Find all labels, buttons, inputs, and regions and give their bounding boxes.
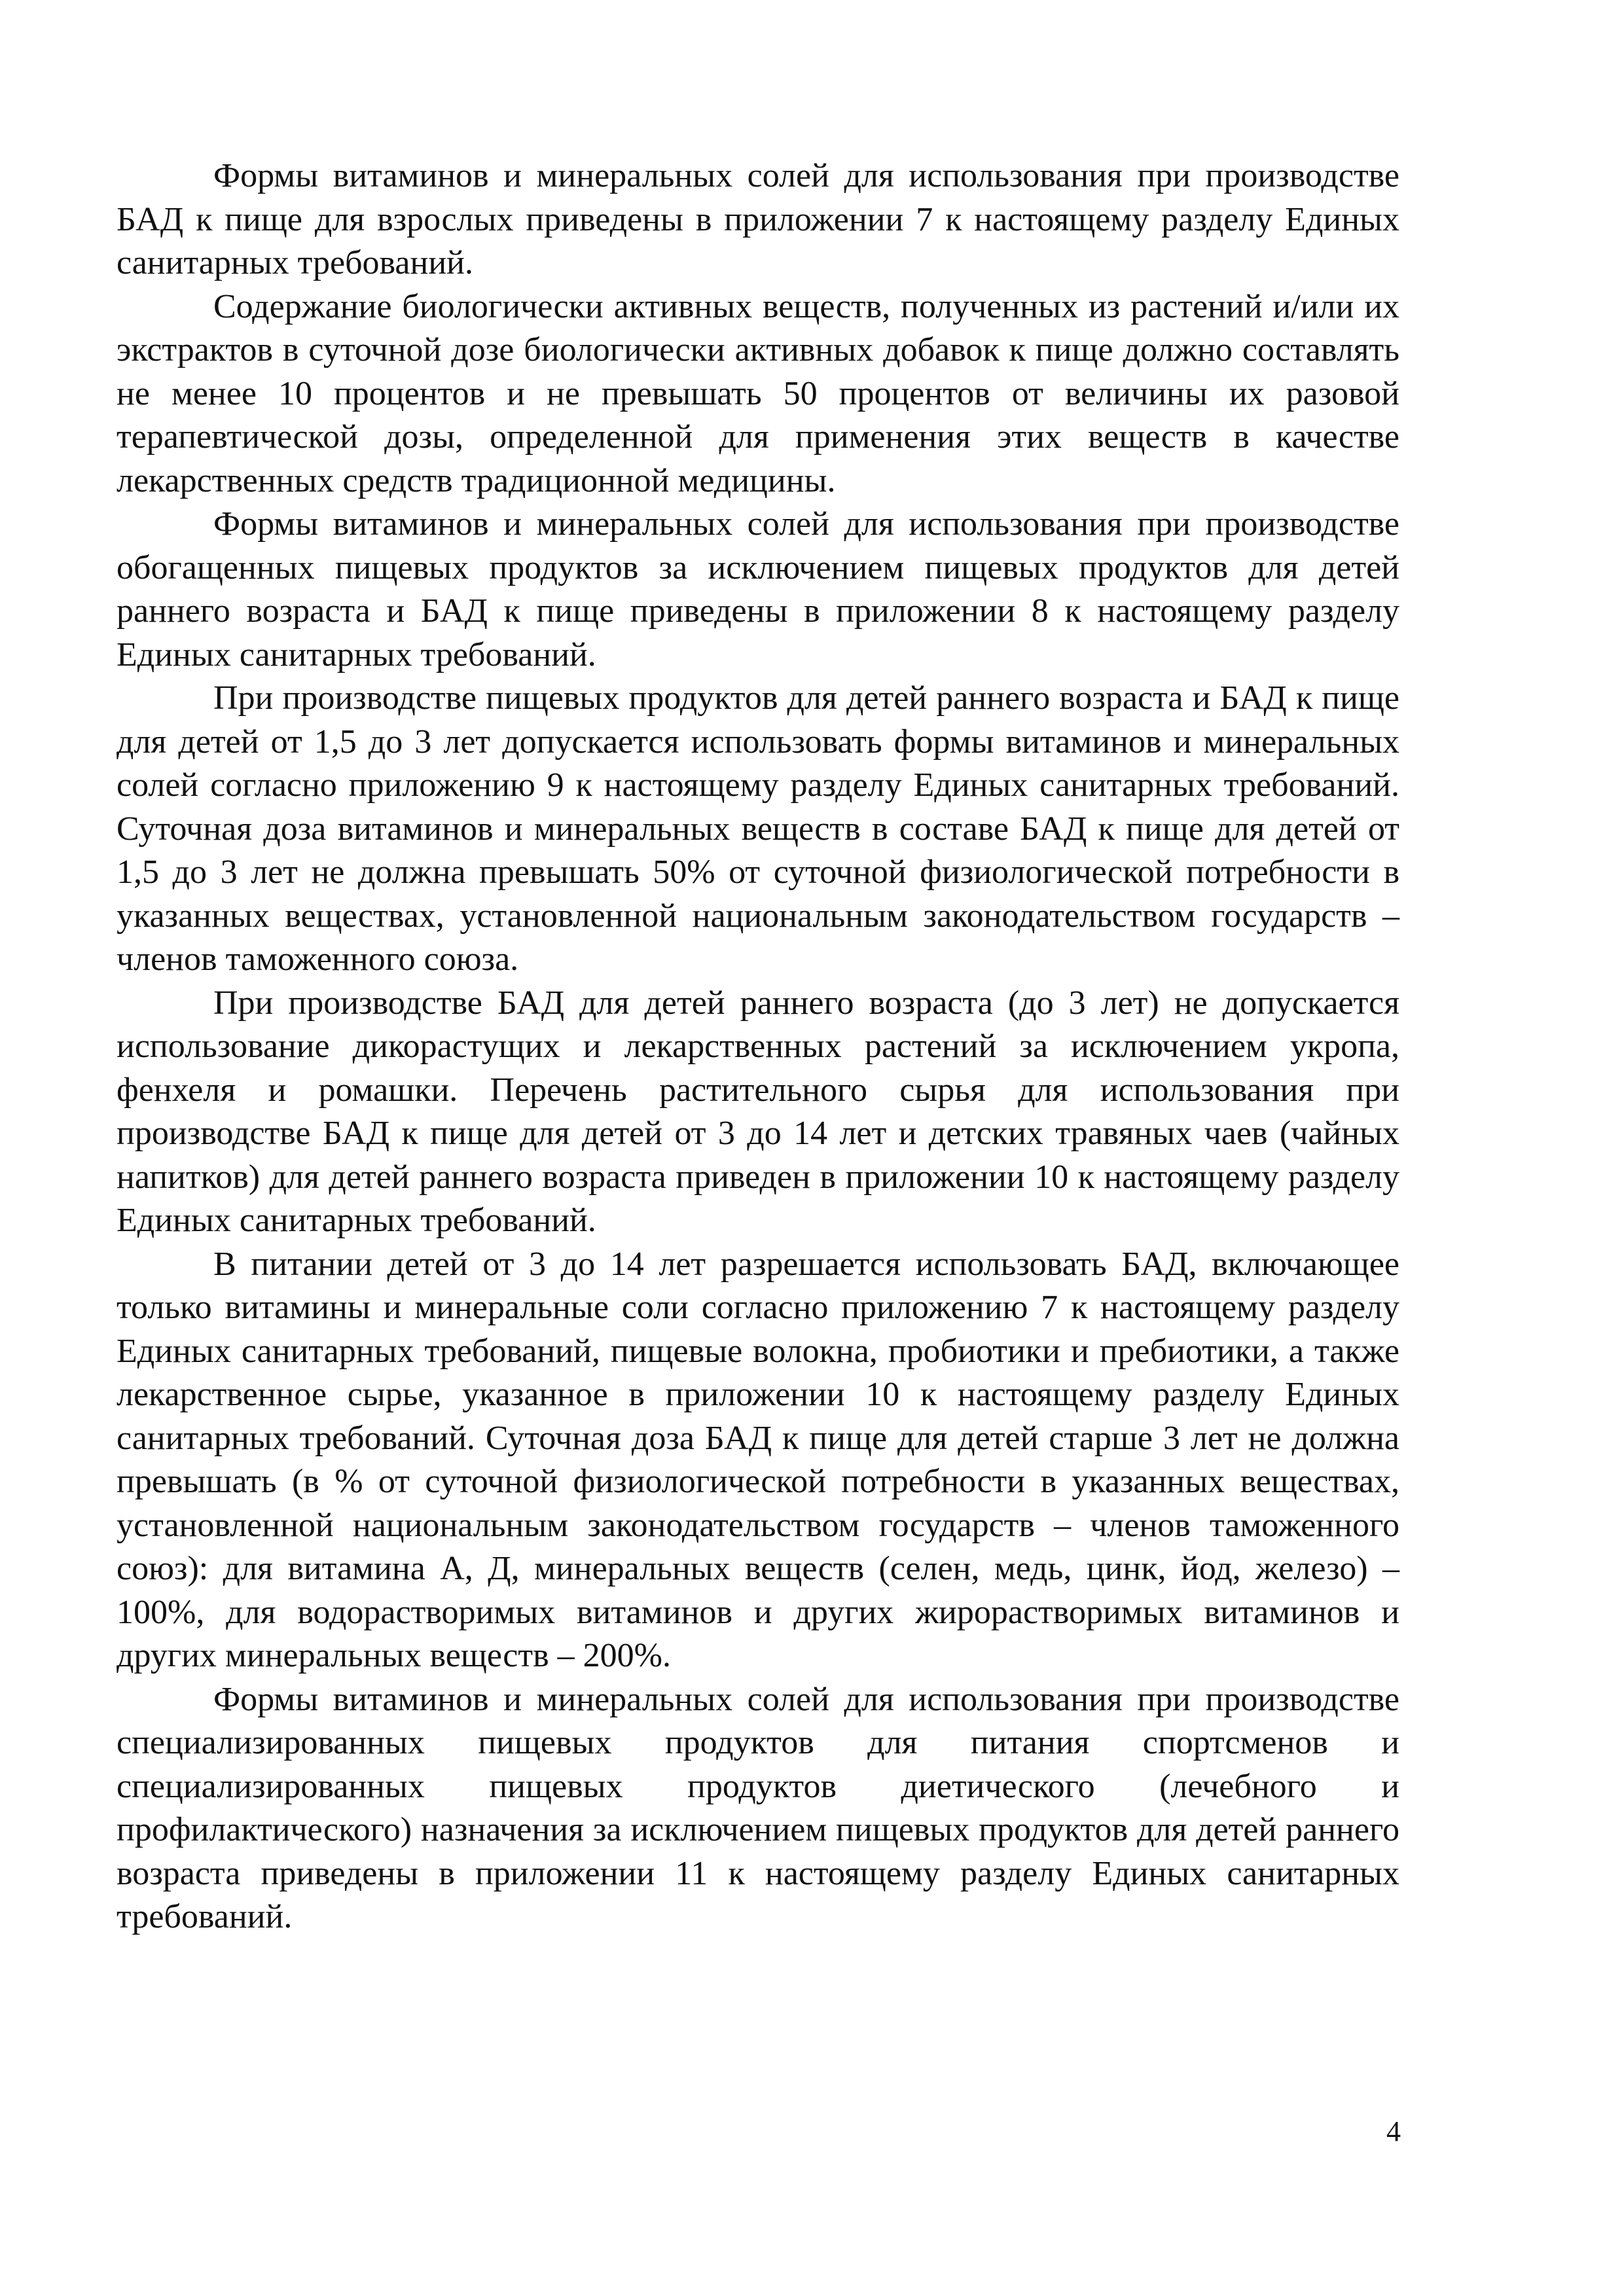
paragraph-3: Формы витаминов и минеральных солей для использования при производстве обогащенных пищевых продуктов за исключением пищевых продуктов для детей раннего возраста и БАД к пище приведены в приложении 8 к настоящему разделу Единых санитарных требований. [117,505,1399,673]
paragraph-5: При производстве БАД для детей раннего возраста (до 3 лет) не допускается использование дикорастущих и лекарственных растений за исключением укропа, фенхеля и ромашки. Перечень растительного сырья для использования при производстве БАД к пище для детей от 3 до 14 лет и детских травяных чаев (чайных напитков) для детей раннего возраста приведен в приложении 10 к настоящему разделу Единых санитарных требований. [117,984,1399,1239]
paragraph-1: Формы витаминов и минеральных солей для использования при производстве БАД к пище для взрослых приведены в приложении 7 к настоящему разделу Единых санитарных требований. [117,157,1399,281]
document-body [117,154,1399,1939]
paragraph-2: Содержание биологически активных веществ, полученных из растений и/или их экстрактов в суточной дозе биологически активных добавок к пище должно составлять не менее 10 процентов и не превышать 50 процентов от величины их разовой терапевтической дозы, определенной для применения этих веществ в качестве лекарственных средств традиционной медицины. [117,287,1399,499]
page-number: 4 [1386,2115,1401,2147]
paragraph-7: Формы витаминов и минеральных солей для использования при производстве специализированных пищевых продуктов для питания спортсменов и специализированных пищевых продуктов диетического (лечебного и профилактического) назначения за исключением пищевых продуктов для детей раннего возраста приведены в приложении 11 к настоящему разделу Единых санитарных требований. [117,1680,1399,1935]
paragraph-6: В питании детей от 3 до 14 лет разрешается использовать БАД, включающее только витамины и минеральные соли согласно приложению 7 к настоящему разделу Единых санитарных требований, пищевые волокна, пробиотики и пребиотики, а также лекарственное сырье, указанное в приложении 10 к настоящему разделу Единых санитарных требований. Суточная доза БАД к пище для детей старше 3 лет не должна превышать (в % от суточной физиологической потребности в указанных веществах, установленной национальным законодательством государств – членов таможенного союз): для витамина А, Д, минеральных веществ (селен, медь, цинк, йод, железо) – 100%, для водорастворимых витаминов и других жирорастворимых витаминов и других минеральных веществ – 200%. [117,1245,1399,1674]
paragraph-4: При производстве пищевых продуктов для детей раннего возраста и БАД к пище для детей от 1,5 до 3 лет допускается использовать формы витаминов и минеральных солей согласно приложению 9 к настоящему разделу Единых санитарных требований. Суточная доза витаминов и минеральных веществ в составе БАД к пище для детей от 1,5 до 3 лет не должна превышать 50% от суточной физиологической потребности в указанных веществах, установленной национальным законодательством государств – членов таможенного союза. [117,679,1399,978]
